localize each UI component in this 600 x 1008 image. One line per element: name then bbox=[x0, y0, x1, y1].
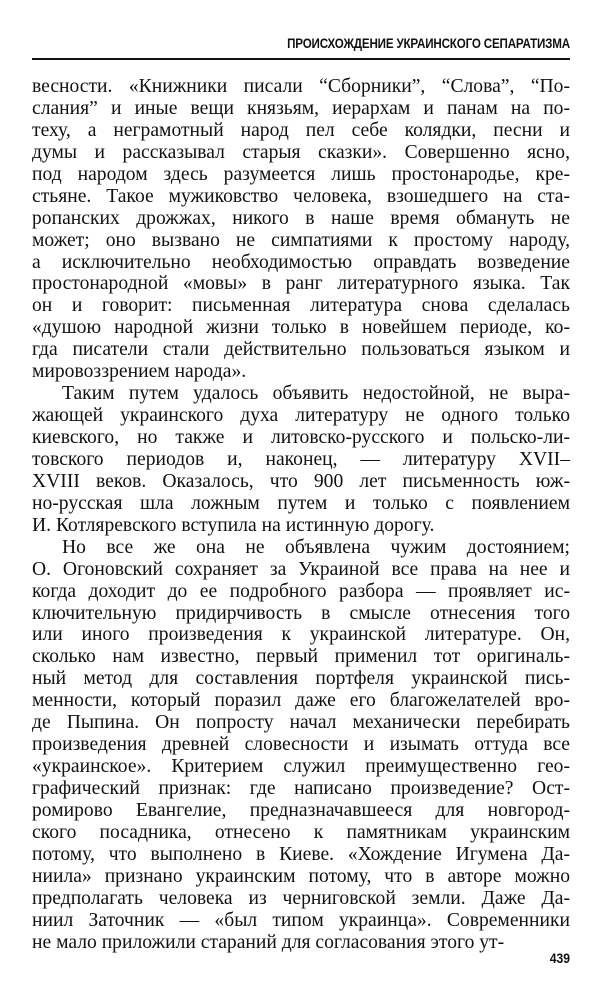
text-line: «украинское». Критерием служил преимущественно гео- bbox=[32, 756, 570, 778]
text-line: мировоззрением народа». bbox=[32, 361, 247, 383]
text-line: а исключительно необходимостью оправдать возведение bbox=[32, 251, 570, 273]
text-line: ского посадника, отнесено к памятникам украинским bbox=[32, 821, 570, 843]
text-line: теху, а неграмотный народ пел себе колядки, песни и bbox=[32, 119, 570, 141]
text-line: «душою народной жизни только в новейшем периоде, ко- bbox=[32, 317, 570, 339]
text-line: Таким путем удалось объявить недостойной, не выра- bbox=[62, 383, 570, 405]
paragraph bbox=[32, 537, 570, 954]
text-line: киевского, но также и литовско-русского и польско-ли- bbox=[32, 427, 570, 448]
body-text bbox=[32, 76, 570, 954]
text-line: графический признак: где написано произведение? Ост- bbox=[32, 778, 570, 799]
text-line: не мало приложили стараний для согласования этого ут- bbox=[32, 931, 505, 953]
paragraph bbox=[32, 76, 570, 383]
text-line: произведения древней словесности и изымать оттуда все bbox=[32, 734, 570, 756]
text-line: гда писатели стали действительно пользоваться языком и bbox=[32, 339, 570, 361]
text-line: стьяне. Такое мужиковство человека, взошедшего на ста- bbox=[32, 185, 570, 207]
page-number: 439 bbox=[549, 951, 570, 966]
text-line: де Пыпина. Он попросту начал механически перебирать bbox=[32, 712, 570, 734]
text-line: О. Огоновский сохраняет за Украиной все права на нее и bbox=[32, 558, 570, 580]
text-line: сколько нам известно, первый применил тот оригиналь- bbox=[32, 646, 570, 668]
text-line: жающей украинского духа литературу не одного только bbox=[32, 405, 570, 427]
text-line: он и говорит: письменная литература снова сделалась bbox=[32, 295, 570, 317]
text-line: XVIII веков. Оказалось, что 900 лет письменность юж- bbox=[32, 470, 570, 492]
text-line: товского периодов и, наконец, — литературу XVII– bbox=[32, 448, 570, 470]
text-line: предполагать человека из черниговской земли. Даже Да- bbox=[32, 887, 570, 909]
text-line: или иного произведения к украинской литературе. Он, bbox=[32, 624, 570, 646]
text-line: потому, что выполнено в Киеве. «Хождение Игумена Да- bbox=[32, 843, 570, 865]
running-header: ПРОИСХОЖДЕНИЕ УКРАИНСКОГО СЕПАРАТИЗМА bbox=[287, 36, 570, 51]
text-line: думы и рассказывал старыя сказки». Совершенно ясно, bbox=[32, 141, 570, 163]
header-rule bbox=[32, 58, 570, 60]
text-line: ключительную придирчивость в смысле отнесения того bbox=[32, 602, 570, 624]
text-line: под народом здесь разумеется лишь простонародье, кре- bbox=[32, 163, 570, 185]
text-line: но-русская шла ложным путем и только с появлением bbox=[32, 492, 570, 514]
text-line: когда доходит до ее подробного разбора — проявляет ис- bbox=[32, 580, 570, 602]
text-line: ропанских дрожжах, никого в наше время обмануть не bbox=[32, 207, 570, 229]
text-line: ный метод для составления портфеля украинской пись- bbox=[32, 668, 570, 690]
text-line: ниил Заточник — «был типом украинца». Современники bbox=[32, 909, 570, 931]
text-line: простонародной «мовы» в ранг литературного языка. Так bbox=[32, 273, 570, 295]
text-line: И. Котляревского вступила на истинную дорогу. bbox=[32, 514, 435, 536]
text-line: весности. «Книжники писали “Сборники”, “Слова”, “По- bbox=[32, 76, 570, 97]
text-line: ромирово Евангелие, предназначавшееся для новгород- bbox=[32, 799, 570, 821]
paragraph bbox=[32, 383, 570, 537]
text-line: ниила» признано украинским потому, что в авторе можно bbox=[32, 865, 570, 887]
text-line: Но все же она не объявлена чужим достоянием; bbox=[62, 536, 570, 558]
text-line: может; оно вызвано не симпатиями к простому народу, bbox=[32, 229, 570, 251]
text-line: слания” и иные вещи князьям, иерархам и панам на по- bbox=[32, 97, 570, 119]
text-line: менности, который поразил даже его благожелателей вро- bbox=[32, 690, 570, 712]
